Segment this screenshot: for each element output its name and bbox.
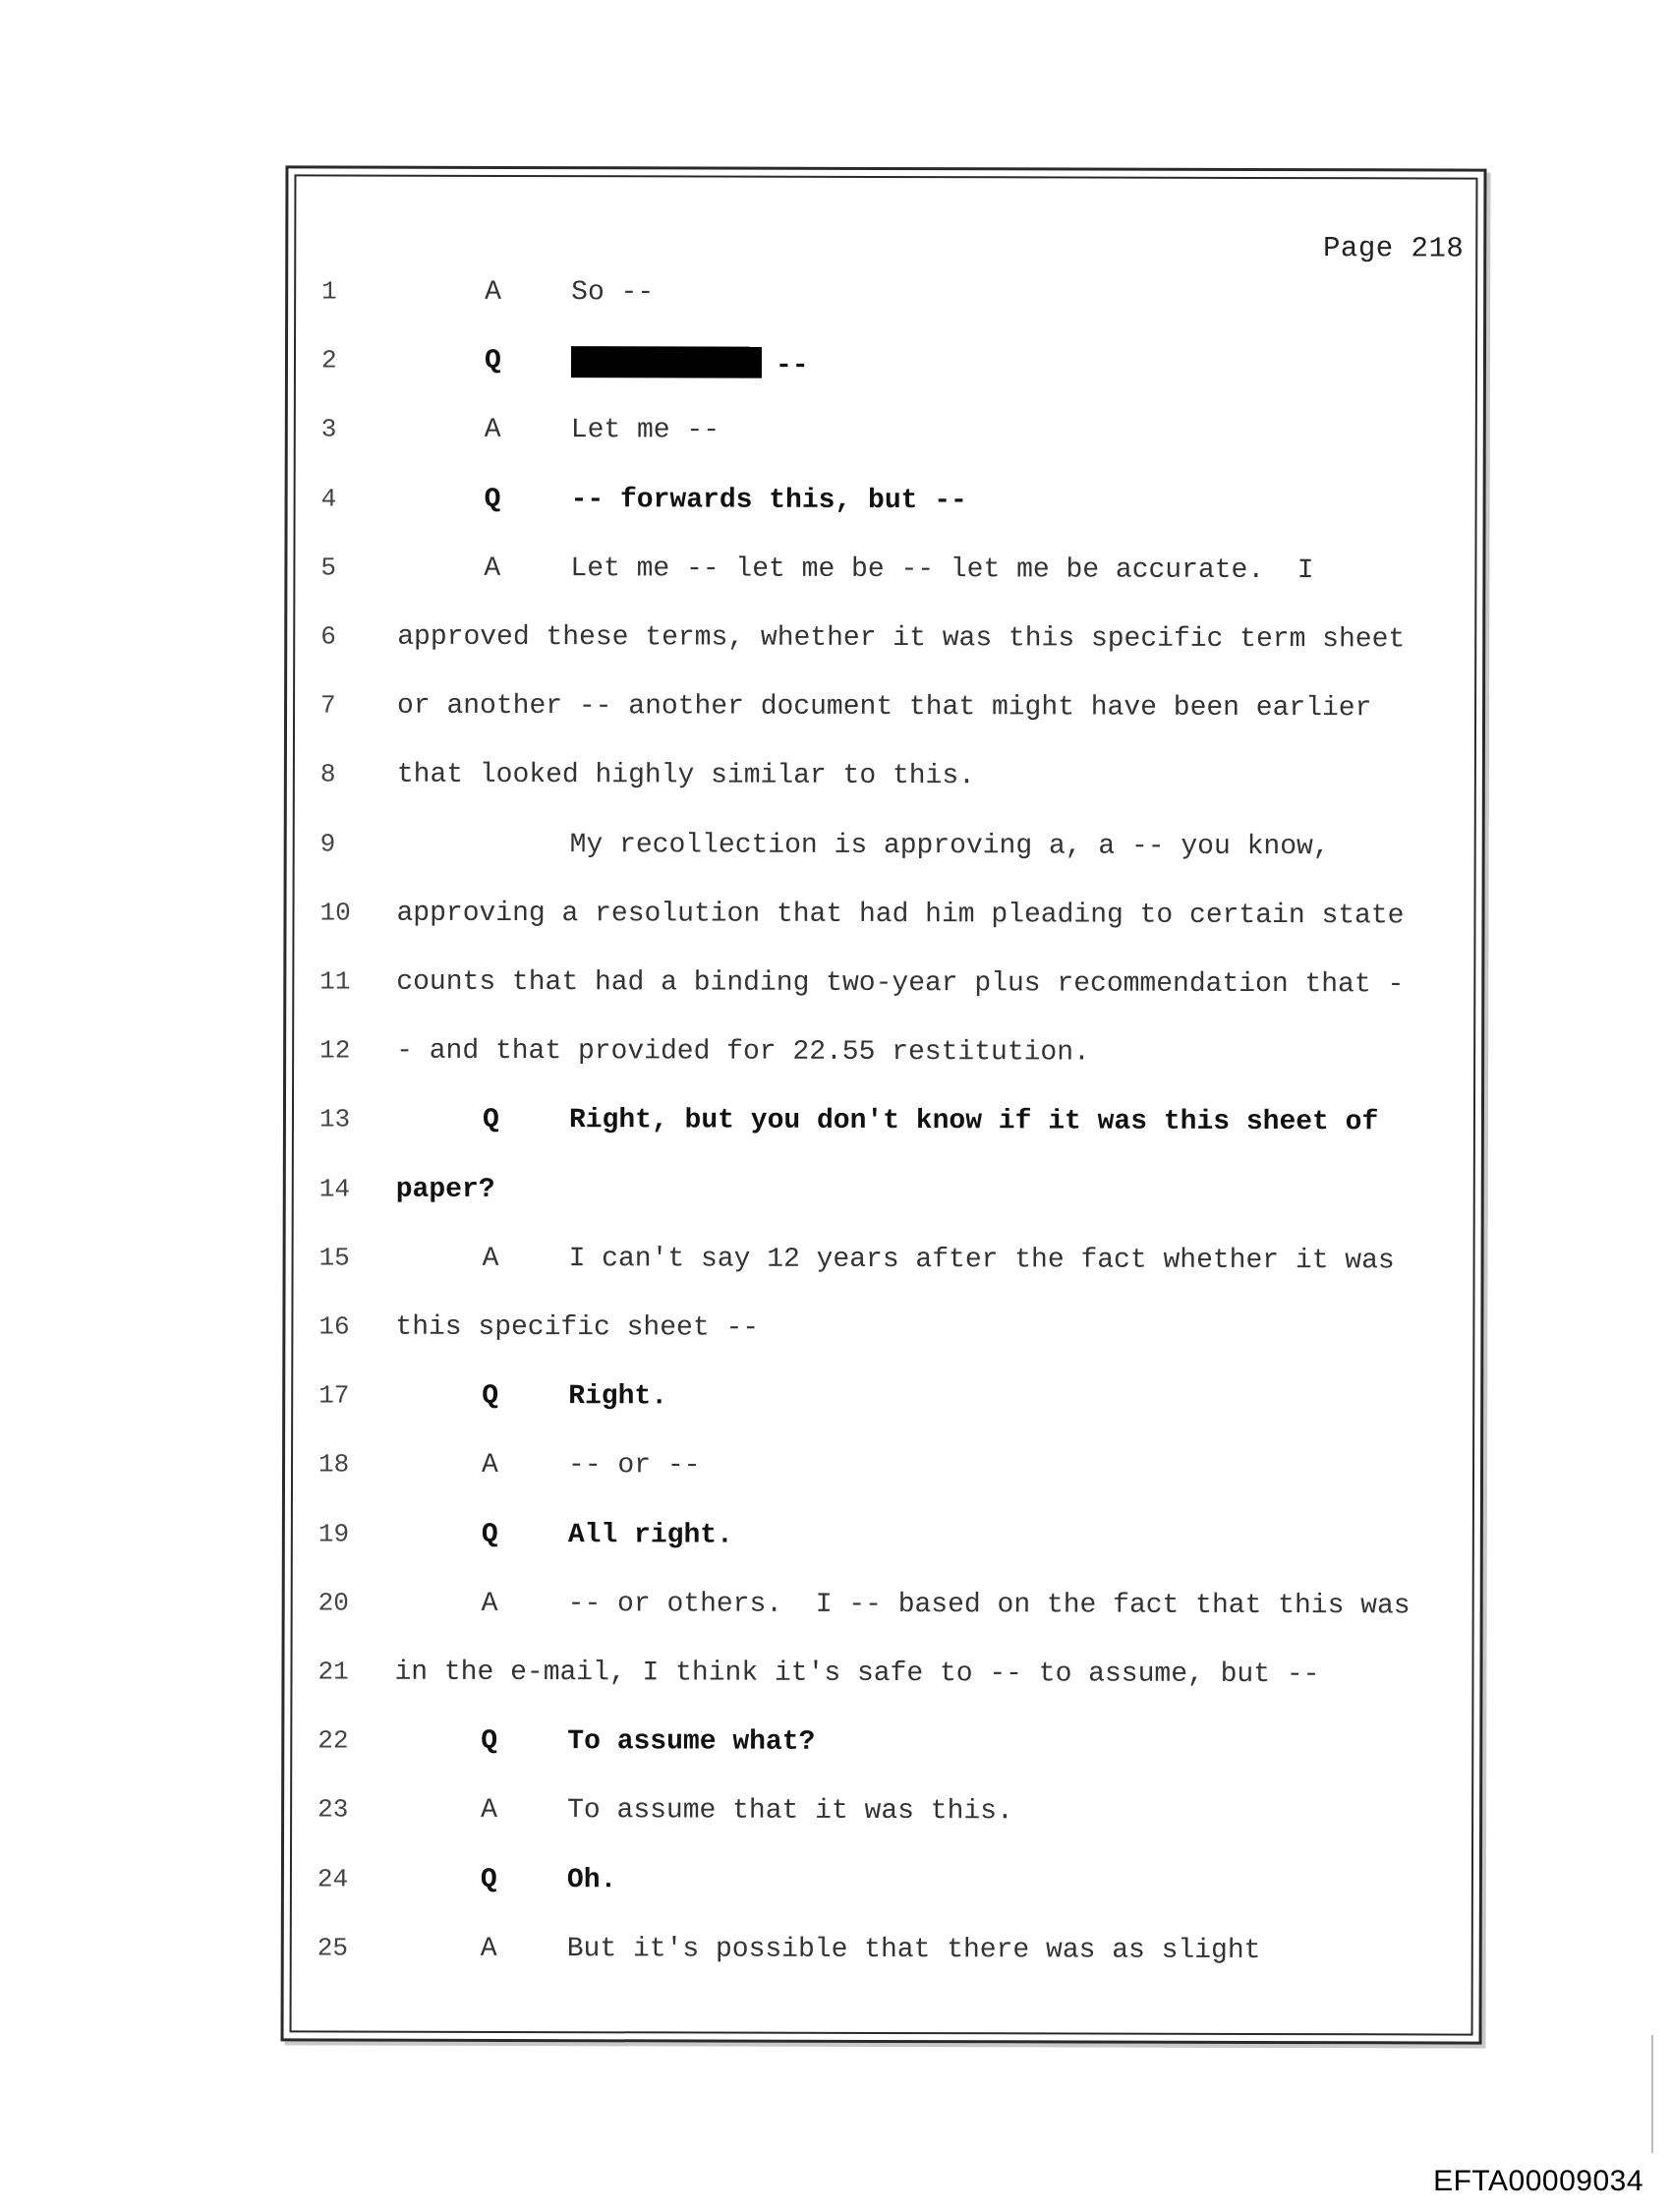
line-number: 24: [317, 1864, 349, 1894]
line-text: But it's possible that there was as slight: [566, 1933, 1261, 1966]
line-number: 1: [321, 276, 337, 307]
line-text-container: [396, 898, 1404, 931]
answer-marker: A: [484, 553, 501, 584]
line-text-container: [567, 1865, 617, 1895]
line-text: this specific sheet --: [395, 1311, 760, 1344]
transcript-page-frame: [281, 165, 1487, 2044]
line-text: in the e-mail, I think it's safe to -- to assume, but --: [394, 1657, 1320, 1691]
line-text: that looked highly similar to this.: [396, 760, 976, 792]
transcript-line: [287, 760, 1482, 802]
line-number: 22: [317, 1725, 349, 1756]
question-marker: Q: [480, 1864, 497, 1895]
transcript-line: [284, 1657, 1479, 1699]
line-text-container: [396, 967, 1404, 1001]
line-text: --: [775, 350, 809, 381]
line-number: 3: [320, 414, 337, 444]
transcript-line: [288, 484, 1483, 526]
line-text-container: [568, 1589, 1411, 1621]
line-text-container: [396, 1036, 1090, 1069]
question-marker: Q: [481, 1726, 498, 1758]
transcript-line: [287, 829, 1482, 871]
line-number: 25: [317, 1933, 349, 1963]
line-text-container: [567, 1934, 1261, 1966]
line-number: 14: [318, 1174, 351, 1204]
answer-marker: A: [481, 1795, 497, 1827]
line-text: Let me --: [570, 415, 720, 446]
line-text-container: [394, 1658, 1319, 1690]
answer-marker: A: [481, 1588, 498, 1619]
line-text: paper?: [395, 1174, 495, 1205]
transcript-line: [288, 276, 1483, 319]
line-text: approving a resolution that had him pleading to certain state: [396, 898, 1405, 932]
question-marker: Q: [482, 1105, 499, 1136]
line-number: 19: [317, 1519, 350, 1549]
line-text-container: [570, 830, 1330, 862]
line-text-container: [571, 485, 967, 516]
transcript-line: [284, 1864, 1479, 1906]
line-text: So --: [571, 277, 655, 309]
transcript-line: [287, 621, 1482, 664]
line-text-container: [571, 416, 720, 446]
line-number: 21: [317, 1657, 349, 1687]
line-number: 17: [318, 1380, 350, 1411]
line-text-container: [567, 1796, 1013, 1828]
line-number: 20: [317, 1588, 349, 1618]
line-text: I can't say 12 years after the fact whether it was: [568, 1243, 1395, 1277]
transcript-line: [284, 1795, 1479, 1837]
line-text-container: [568, 1451, 701, 1482]
line-number: 15: [318, 1243, 350, 1273]
question-marker: Q: [482, 1381, 499, 1413]
line-text-container: [571, 346, 809, 381]
line-number: 7: [320, 690, 336, 721]
answer-marker: A: [480, 1933, 497, 1964]
line-text-container: [569, 1244, 1395, 1276]
transcript-line: [285, 1519, 1480, 1561]
line-number: 5: [320, 553, 337, 583]
answer-marker: A: [482, 1243, 499, 1274]
line-text: All right.: [567, 1519, 733, 1551]
document-id: EFTA00009034: [1433, 2165, 1643, 2197]
redaction-block: [571, 346, 762, 378]
line-text: - and that provided for 22.55 restitution.: [396, 1035, 1090, 1069]
transcript-line: [286, 1036, 1481, 1078]
transcript-line: [285, 1311, 1480, 1354]
line-number: 2: [320, 345, 337, 376]
line-text-container: [568, 1381, 667, 1412]
transcript-line: [286, 1174, 1481, 1216]
transcript-line: [286, 1243, 1481, 1285]
question-marker: Q: [484, 484, 501, 515]
line-text: To assume what?: [567, 1726, 816, 1759]
line-number: 12: [319, 1035, 351, 1066]
line-text: To assume that it was this.: [567, 1795, 1013, 1828]
line-text-container: [396, 1174, 495, 1204]
transcript-line: [284, 1933, 1479, 1975]
page-number: Page 218: [1323, 232, 1465, 265]
line-text: Right, but you don't know if it was this sheet of: [568, 1105, 1379, 1138]
line-text: or another -- another document that might have been earlier: [397, 690, 1372, 725]
line-number: 4: [320, 484, 337, 514]
line-text: My recollection is approving a, a -- you know,: [569, 829, 1330, 862]
line-number: 9: [319, 829, 336, 859]
line-number: 6: [320, 621, 336, 652]
line-text-container: [397, 760, 975, 792]
line-number: 13: [318, 1104, 351, 1135]
answer-marker: A: [484, 415, 501, 446]
transcript-line: [285, 1381, 1480, 1424]
line-number: 10: [319, 898, 351, 928]
line-number: 23: [317, 1794, 349, 1825]
transcript-line: [285, 1588, 1480, 1630]
line-number: 8: [319, 759, 336, 789]
answer-marker: A: [485, 276, 502, 308]
transcript-line: [288, 346, 1483, 388]
line-text: approved these terms, whether it was this specific term sheet: [397, 621, 1406, 656]
line-text: Oh.: [566, 1864, 617, 1895]
line-number: 18: [318, 1449, 350, 1480]
transcript-line: [286, 966, 1481, 1009]
line-text: -- or --: [567, 1450, 701, 1482]
line-text-container: [568, 1520, 733, 1550]
line-text-container: [397, 691, 1371, 725]
transcript-line: [286, 1105, 1481, 1147]
transcript-line: [285, 1450, 1480, 1492]
line-text-container: [571, 277, 654, 308]
scan-edge-line: [1651, 2035, 1653, 2153]
line-text: -- or others. I -- based on the fact that this was: [567, 1588, 1411, 1622]
transcript-line: [284, 1726, 1479, 1769]
transcript-line: [286, 898, 1481, 940]
line-text-container: [397, 622, 1405, 656]
line-text-container: [570, 553, 1313, 586]
transcript-line: [287, 553, 1482, 595]
line-text: Right.: [568, 1381, 668, 1413]
line-number: 16: [318, 1311, 350, 1342]
line-text: counts that had a binding two-year plus recommendation that -: [396, 966, 1405, 1001]
line-number: 11: [319, 966, 351, 997]
transcript-line: [288, 415, 1483, 457]
question-marker: Q: [481, 1519, 498, 1550]
line-text-container: [567, 1726, 815, 1758]
answer-marker: A: [481, 1450, 498, 1482]
line-text-container: [569, 1106, 1378, 1138]
line-text-container: [395, 1312, 759, 1344]
line-text: Let me -- let me be -- let me be accurate. I: [570, 553, 1314, 586]
question-marker: Q: [484, 346, 501, 378]
transcript-line: [287, 691, 1482, 733]
line-text: -- forwards this, but --: [570, 484, 967, 516]
